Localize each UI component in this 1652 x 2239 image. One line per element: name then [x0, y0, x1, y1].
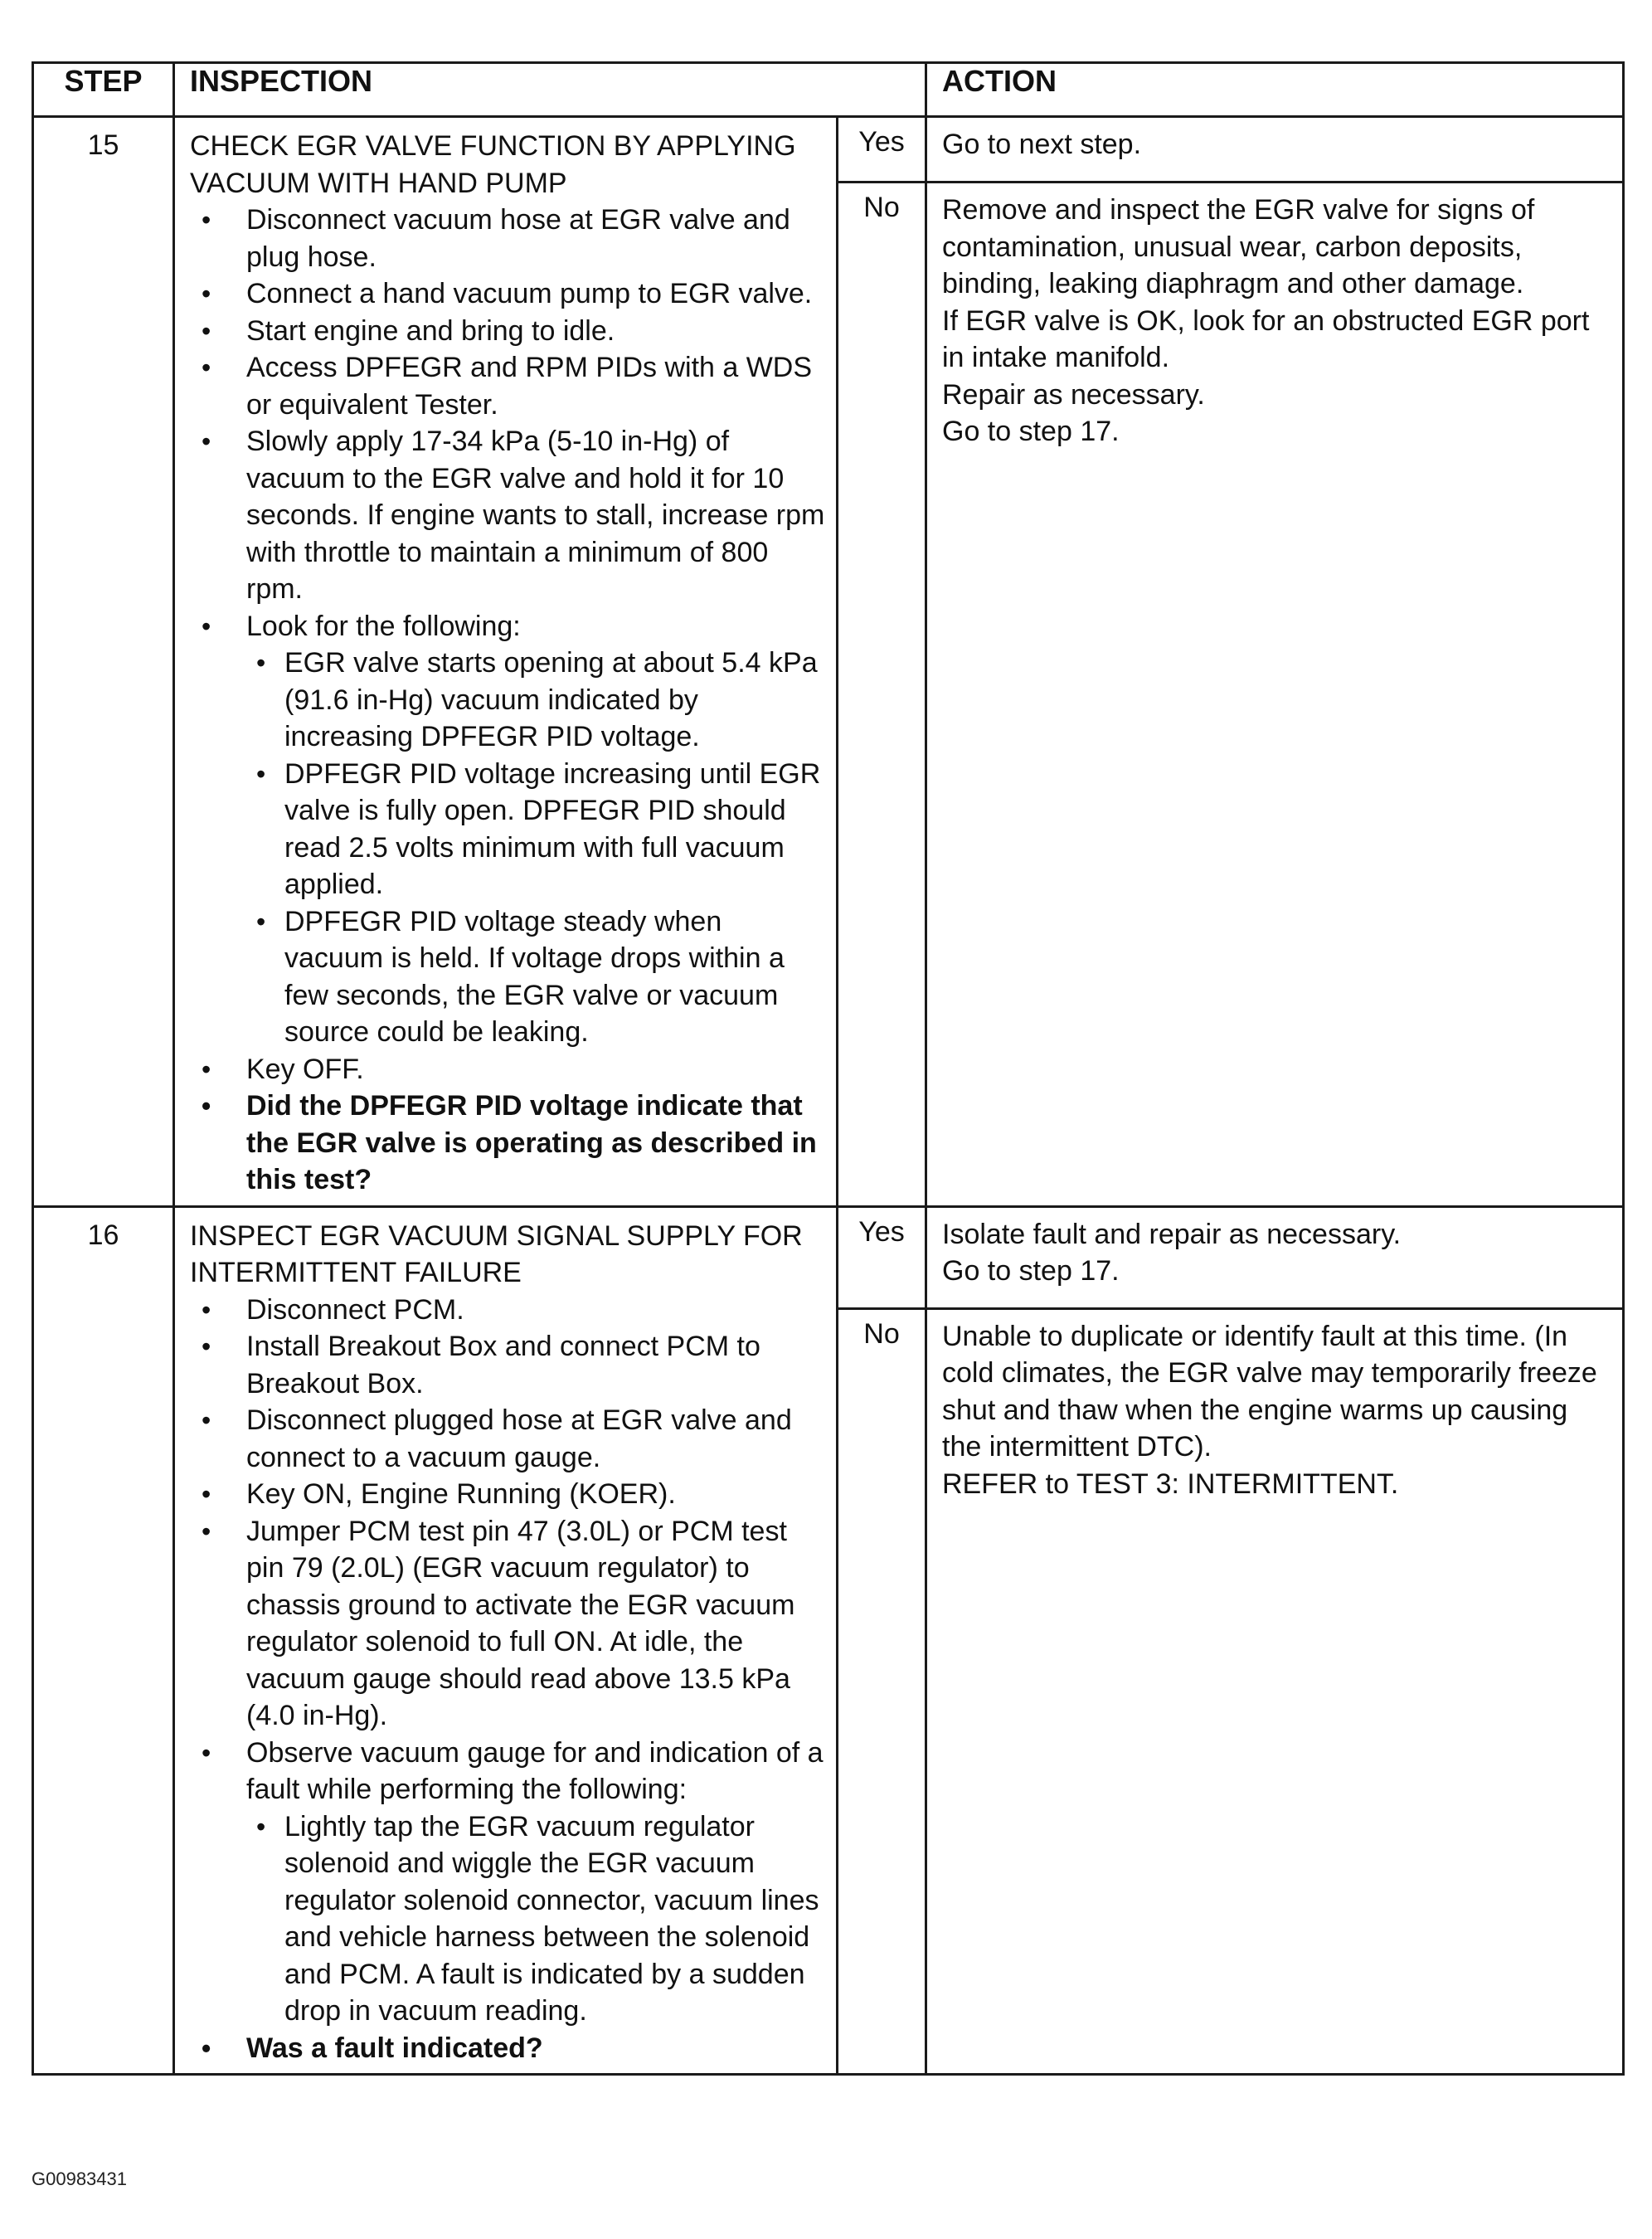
yes-action: [926, 1206, 1624, 1308]
instruction-item: • Jumper PCM test pin 47 (3.0L) or PCM test pin 79 (2.0L) (EGR vacuum regulator) to chassis ground to activate the EGR vacuum regulator solenoid to full ON. At idle, the vacuum gauge should read above 13.5 kPa (4.0 in-Hg).: [190, 1513, 828, 1735]
step-16-yes-row: [33, 1206, 1624, 1308]
no-action: [926, 1308, 1624, 2075]
action-line: Go to next step.: [942, 129, 1142, 160]
instruction-list: [190, 1292, 828, 2067]
action-line: Go to step 17.: [942, 1255, 1120, 1287]
action-line: If EGR valve is OK, look for an obstructed EGR port in intake manifold.: [942, 304, 1590, 373]
sub-instruction-list: [246, 1808, 828, 2030]
step-16-inspection: [174, 1206, 838, 2075]
step-number: 15: [33, 117, 174, 1207]
header-inspection: INSPECTION: [174, 63, 926, 117]
no-label: No: [838, 183, 926, 1207]
instruction-text: Observe vacuum gauge for and indication of a fault while performing the following:: [246, 1736, 824, 1805]
sub-instruction-list: [246, 645, 828, 1051]
header-action: ACTION: [926, 63, 1624, 117]
action-line: Remove and inspect the EGR valve for signs of contamination, unusual wear, carbon deposits, binding, leaking diaphragm and other damage.: [942, 194, 1535, 299]
instruction-item: • Slowly apply 17-34 kPa (5-10 in-Hg) of vacuum to the EGR valve and hold it for 10 seconds. If engine wants to stall, increase rpm with throttle to maintain a minimum of 800 rpm.: [190, 423, 828, 608]
instruction-item-with-subitems: [190, 1735, 828, 2030]
instruction-text: Look for the following:: [246, 610, 521, 642]
header-step: STEP: [33, 63, 174, 117]
instruction-item: • Start engine and bring to idle.: [190, 313, 828, 350]
sub-instruction-item: • DPFEGR PID voltage increasing until EGR valve is fully open. DPFEGR PID should read 2.5 volts minimum with full vacuum applied.: [246, 756, 828, 903]
instruction-item: • Access DPFEGR and RPM PIDs with a WDS or equivalent Tester.: [190, 349, 828, 423]
step-question: • Did the DPFEGR PID voltage indicate that the EGR valve is operating as described in this test?: [190, 1088, 828, 1199]
sub-instruction-item: • EGR valve starts opening at about 5.4 kPa (91.6 in-Hg) vacuum indicated by increasing DPFEGR PID voltage.: [246, 645, 828, 756]
diagnostic-table: [32, 61, 1625, 2076]
diagnostic-table-sheet: [32, 61, 1622, 2142]
step-15-yes-row: [33, 117, 1624, 183]
instruction-list: [190, 202, 828, 1199]
action-line: Repair as necessary.: [942, 378, 1205, 411]
instruction-item: • Key OFF.: [190, 1051, 828, 1088]
instruction-item: • Disconnect PCM.: [190, 1292, 828, 1329]
no-action: [926, 183, 1624, 1207]
action-line: Unable to duplicate or identify fault at this time. (In cold climates, the EGR valve may temporarily freeze shut and thaw when the engine warms up causing the intermittent DTC).: [942, 1320, 1597, 1463]
table-header-row: [33, 63, 1624, 117]
instruction-item: • Disconnect vacuum hose at EGR valve and plug hose.: [190, 202, 828, 275]
yes-label: Yes: [838, 1206, 926, 1308]
action-line: REFER to TEST 3: INTERMITTENT.: [942, 1468, 1399, 1500]
step-question: • Was a fault indicated?: [190, 2030, 828, 2067]
sub-instruction-item: • Lightly tap the EGR vacuum regulator solenoid and wiggle the EGR vacuum regulator solenoid connector, vacuum lines and vehicle harness between the solenoid and PCM. A fault is indicated by a sudden drop in vacuum reading.: [246, 1808, 828, 2030]
step-15-inspection: [174, 117, 838, 1207]
action-line: Isolate fault and repair as necessary.: [942, 1218, 1402, 1250]
figure-id: G00983431: [32, 2168, 127, 2189]
instruction-item-with-subitems: [190, 608, 828, 1051]
no-label: No: [838, 1308, 926, 2075]
instruction-item: • Connect a hand vacuum pump to EGR valve.: [190, 275, 828, 313]
yes-action: [926, 117, 1624, 183]
instruction-item: • Install Breakout Box and connect PCM to Breakout Box.: [190, 1328, 828, 1402]
action-line: Go to step 17.: [942, 416, 1120, 447]
sub-instruction-item: • DPFEGR PID voltage steady when vacuum is held. If voltage drops within a few seconds, the EGR valve or vacuum source could be leaking.: [246, 903, 828, 1051]
instruction-item: • Key ON, Engine Running (KOER).: [190, 1476, 828, 1513]
step-title: INSPECT EGR VACUUM SIGNAL SUPPLY FOR INTERMITTENT FAILURE: [190, 1219, 803, 1288]
yes-label: Yes: [838, 117, 926, 183]
step-title: CHECK EGR VALVE FUNCTION BY APPLYING VACUUM WITH HAND PUMP: [190, 130, 796, 199]
instruction-item: • Disconnect plugged hose at EGR valve and connect to a vacuum gauge.: [190, 1402, 828, 1476]
step-number: 16: [33, 1206, 174, 2075]
